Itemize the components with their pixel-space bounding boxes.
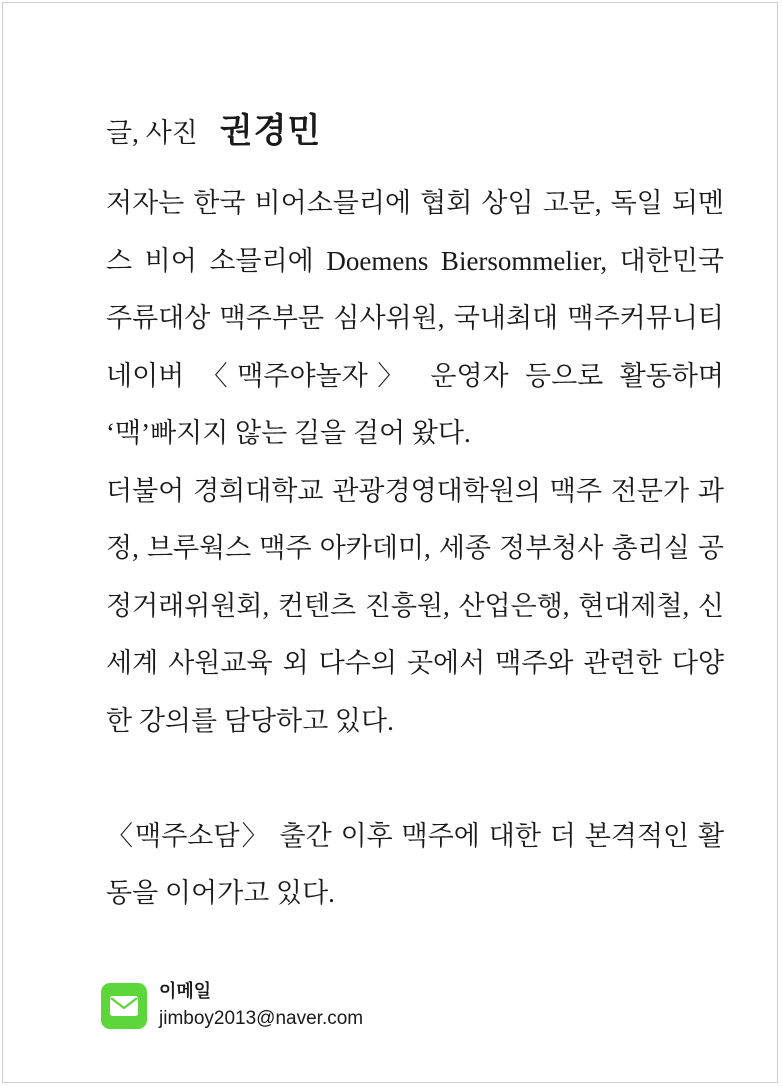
author-credit: [106, 103, 321, 152]
contact-block: [101, 979, 363, 1033]
mail-icon: [101, 983, 147, 1029]
author-bio: [106, 175, 724, 923]
email-label: 이메일: [159, 981, 212, 1001]
contact-text: [159, 979, 363, 1033]
page: [2, 2, 778, 1083]
bio-paragraph: 더불어 경희대학교 관광경영대학원의 맥주 전문가 과정, 브루웍스 맥주 아카데미, 세종 정부청사 총리실 공정거래위원회, 컨텐츠 진흥원, 산업은행, 현대제철, 신세계 사원교육 외 다수의 곳에서 맥주와 관련한 다양한 강의를 담당하고 있다.: [106, 475, 724, 736]
credit-label: 글, 사진: [106, 118, 198, 148]
bio-paragraph: 〈맥주소담〉 출간 이후 맥주에 대한 더 본격적인 활동을 이어가고 있다.: [106, 820, 724, 908]
bio-paragraph: 저자는 한국 비어소믈리에 협회 상임 고문, 독일 되멘스 비어 소믈리에 Doemens Biersommelier, 대한민국 주류대상 맥주부문 심사위원, 국내최대 맥주커뮤니티 네이버 〈맥주야놀자〉 운영자 등으로 활동하며 ‘맥’빠지지 않는 길을 걸어 왔다.: [106, 188, 724, 448]
email-address[interactable]: jimboy2013@naver.com: [159, 1008, 364, 1029]
author-name: 권경민: [219, 112, 322, 150]
